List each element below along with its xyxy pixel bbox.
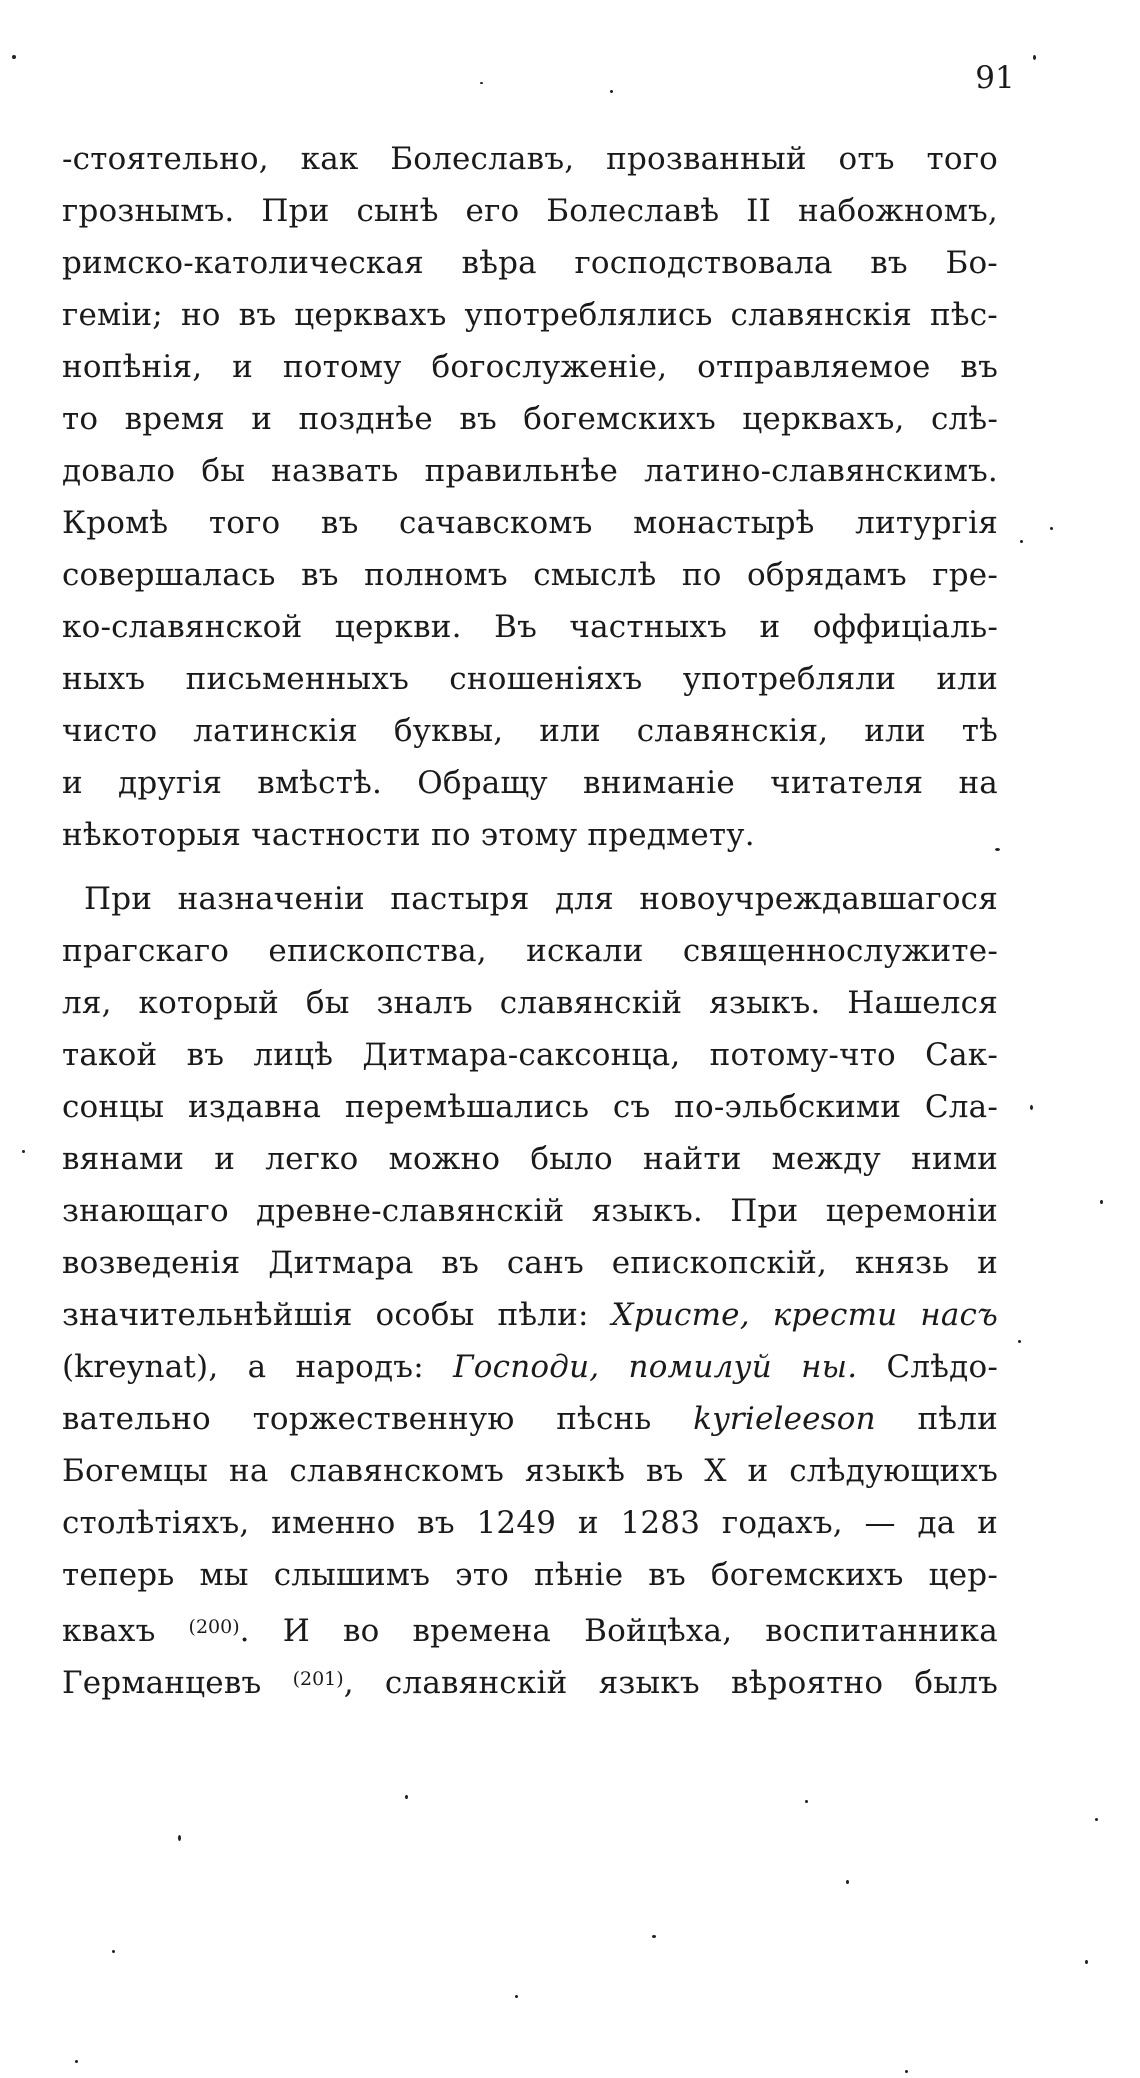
- paper-speck: [515, 1995, 518, 1998]
- paragraph-2: [62, 873, 998, 1705]
- text-run: Германцевъ: [62, 1665, 293, 1701]
- text-line: Кромѣ того въ сачавскомъ монастырѣ литургія: [62, 505, 998, 541]
- text-line: -стоятельно, как Болеславъ, прозванный отъ того: [62, 141, 998, 177]
- text-line: [62, 1393, 998, 1445]
- paper-speck: [405, 1795, 408, 1799]
- text-run: пѣли: [875, 1401, 998, 1437]
- text-line: римско-католическая вѣра господствовала въ Бо-: [62, 245, 998, 281]
- paper-speck: [1095, 1818, 1098, 1821]
- text-line: совершалась въ полномъ смыслѣ по обрядамъ гре-: [62, 557, 998, 593]
- text-line: При назначеніи пастыря для новоучреждавшагося: [84, 881, 998, 917]
- text-line: ля, который бы зналъ славянскій языкъ. Нашелся: [62, 985, 998, 1021]
- text-line: [62, 1289, 998, 1341]
- paper-speck: [995, 848, 1000, 851]
- italic-quote: Христе, крести насъ: [611, 1297, 998, 1333]
- text-line: [62, 1601, 998, 1653]
- text-run: значительнѣйшія особы пѣли:: [62, 1297, 612, 1333]
- text-line: вянами и легко можно было найти между ними: [62, 1141, 998, 1177]
- text-line: чисто латинскія буквы, или славянскія, или тѣ: [62, 713, 998, 749]
- paper-speck: [1018, 1340, 1021, 1343]
- text-line: геміи; но въ церквахъ употреблялись славянскія пѣс-: [62, 297, 998, 333]
- text-line: Богемцы на славянскомъ языкѣ въ X и слѣдующихъ: [62, 1453, 998, 1489]
- text-line: ныхъ письменныхъ сношеніяхъ употребляли или: [62, 661, 998, 697]
- text-line: знающаго древне-славянскій языкъ. При церемоніи: [62, 1193, 998, 1229]
- paper-speck: [22, 1150, 25, 1153]
- text-line: сонцы издавна перемѣшались съ по-эльбскими Сла-: [62, 1089, 998, 1125]
- paper-speck: [652, 1935, 656, 1938]
- paper-speck: [178, 1835, 181, 1841]
- text-run: , славянскій языкъ вѣроятно былъ: [343, 1665, 998, 1701]
- paper-speck: [112, 1950, 115, 1953]
- paper-speck: [1050, 527, 1053, 530]
- footnote-ref: (200): [188, 1616, 240, 1638]
- text-line: такой въ лицѣ Дитмара-саксонца, потому-что Сак-: [62, 1037, 998, 1073]
- text-run: . И во времена Войцѣха, воспитанника: [239, 1613, 998, 1649]
- paper-speck: [12, 55, 16, 59]
- italic-quote: Господи, помилуй ны.: [453, 1349, 858, 1385]
- paper-speck: [1030, 1105, 1033, 1110]
- paper-speck: [846, 1880, 849, 1884]
- text-line: столѣтіяхъ, именно въ 1249 и 1283 годахъ, — да и: [62, 1505, 998, 1541]
- text-line: ко-славянской церкви. Въ частныхъ и оффиціаль-: [62, 609, 998, 645]
- paper-speck: [1033, 55, 1036, 60]
- text-run: вательно торжественную пѣснь: [62, 1401, 694, 1437]
- paragraph-gap: [62, 861, 998, 873]
- paper-speck: [1020, 540, 1023, 543]
- paper-speck: [1085, 1960, 1088, 1964]
- text-line: [62, 1653, 998, 1705]
- text-line: довало бы назвать правильнѣе латино-славянскимъ.: [62, 453, 998, 489]
- text-line: грознымъ. При сынѣ его Болеславѣ II набожномъ,: [62, 193, 998, 229]
- text-run: квахъ: [62, 1613, 189, 1649]
- text-run: (kreynat), а народъ:: [62, 1349, 454, 1385]
- text-line: нопѣнія, и потому богослуженіе, отправляемое въ: [62, 349, 998, 385]
- text-line: и другія вмѣстѣ. Обращу вниманіе читателя на: [62, 765, 998, 801]
- text-line: то время и позднѣе въ богемскихъ церквахъ, слѣ-: [62, 401, 998, 437]
- text-line: [62, 1341, 998, 1393]
- paper-speck: [610, 90, 613, 93]
- paper-speck: [805, 1800, 808, 1803]
- paper-speck: [905, 2070, 908, 2073]
- text-line: нѣкоторыя частности по этому предмету.: [62, 817, 755, 853]
- italic-term: kyrieleeson: [693, 1401, 876, 1437]
- text-line: теперь мы слышимъ это пѣніе въ богемскихъ цер-: [62, 1557, 998, 1593]
- footnote-ref: (201): [292, 1668, 344, 1690]
- paper-speck: [75, 2060, 78, 2063]
- paper-speck: [480, 82, 483, 84]
- text-run: Слѣдо-: [857, 1349, 998, 1385]
- text-line: прагскаго епископства, искали священнослужите-: [62, 933, 998, 969]
- body-text: [62, 133, 998, 1705]
- paper-speck: [1100, 1200, 1103, 1204]
- page-number: 91: [975, 60, 1015, 96]
- paragraph-1: [62, 133, 998, 861]
- text-line: возведенія Дитмара въ санъ епископскій, князь и: [62, 1245, 998, 1281]
